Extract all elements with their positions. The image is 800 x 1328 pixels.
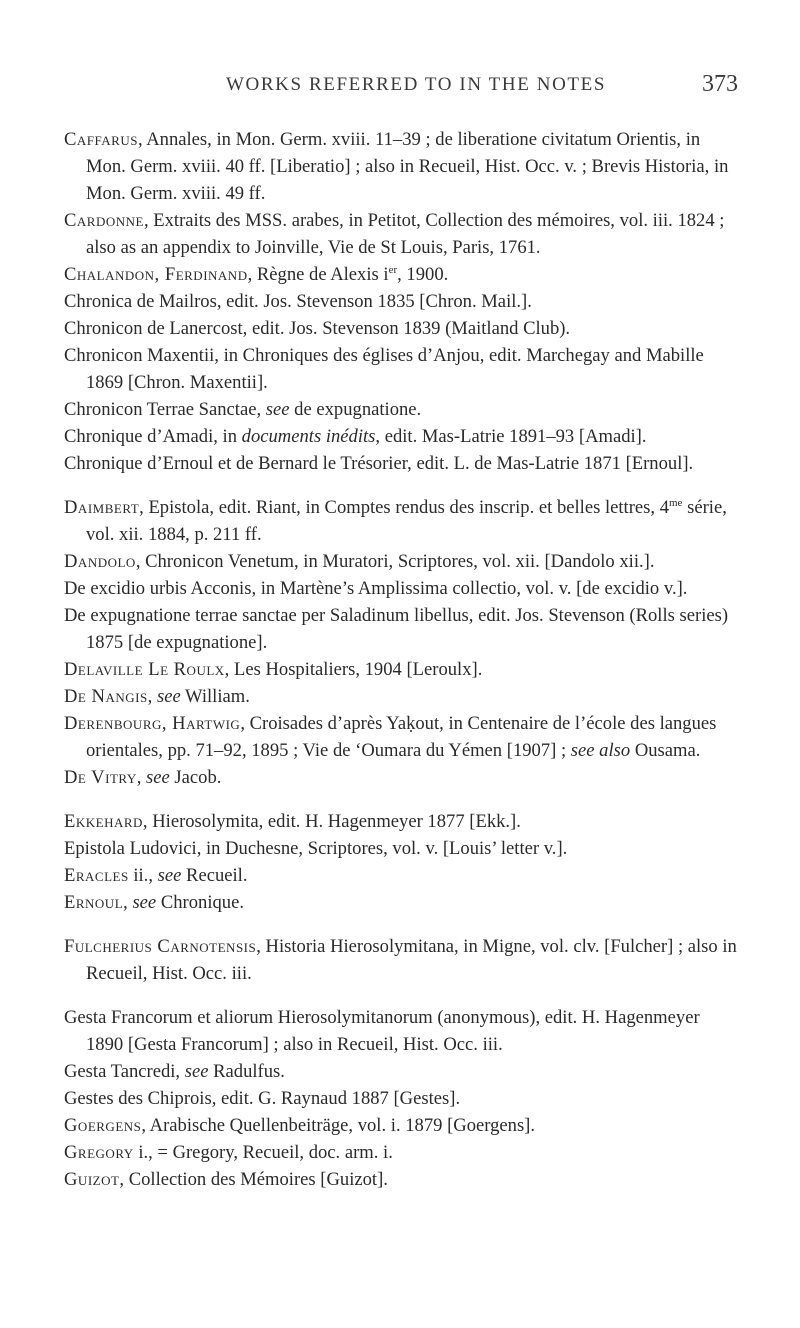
entry-text: , Règne de Alexis i bbox=[247, 264, 389, 285]
letter-group-c bbox=[64, 126, 738, 477]
entry-text: , bbox=[136, 767, 147, 788]
bib-entry-guizot bbox=[64, 1166, 738, 1193]
entry-text: , bbox=[147, 686, 157, 707]
bib-entry-ludovici bbox=[64, 835, 738, 862]
entry-text: , Chronicon Venetum, in Muratori, Scriptores, vol. xii. [Dandolo xii.]. bbox=[135, 551, 655, 572]
bib-entry-ernoul-chronique bbox=[64, 450, 738, 477]
entry-text: Chronique d’Ernoul et de Bernard le Trésorier, edit. L. de Mas-Latrie 1871 [Ernoul]. bbox=[64, 453, 694, 474]
entry-text: Epistola Ludovici, in Duchesne, Scriptores, vol. v. [Louis’ letter v.]. bbox=[64, 838, 568, 859]
letter-group-f bbox=[64, 933, 738, 987]
entry-text: Jacob. bbox=[169, 767, 222, 788]
bib-entry-fulcherius bbox=[64, 933, 738, 987]
entry-author: Caffarus bbox=[64, 129, 138, 150]
bib-entry-gesta-tancredi bbox=[64, 1058, 738, 1085]
entry-text: , Les Hospitaliers, 1904 [Leroulx]. bbox=[224, 659, 483, 680]
entry-author: Dandolo bbox=[64, 551, 136, 572]
bib-entry-chalandon bbox=[64, 261, 738, 288]
entry-text: de expugnatione. bbox=[289, 399, 422, 420]
entry-author: De Vitry bbox=[64, 767, 137, 788]
entry-author: Cardonne bbox=[64, 210, 144, 231]
entry-text: Recueil. bbox=[181, 865, 248, 886]
entry-text: , 1900. bbox=[397, 264, 449, 285]
bib-entry-excidio bbox=[64, 575, 738, 602]
bib-entry-cardonne bbox=[64, 207, 738, 261]
entry-text: , Extraits des MSS. arabes, in Petitot, Collection des mémoires, vol. iii. 1824 ; also as an appendix to Joinville, Vie de St Louis, Paris, 1761. bbox=[86, 210, 725, 258]
entry-text: Radulfus. bbox=[208, 1061, 285, 1082]
bibliography-list bbox=[64, 126, 738, 1210]
see-reference: see bbox=[146, 767, 170, 788]
entry-text: Chronicon Maxentii, in Chroniques des églises d’Anjou, edit. Marchegay and Mabille 1869 [Chron. Maxentii]. bbox=[64, 345, 704, 393]
entry-text: Ousama. bbox=[630, 740, 701, 761]
entry-text: Gesta Tancredi, bbox=[64, 1061, 185, 1082]
bib-entry-caffarus bbox=[64, 126, 738, 207]
bib-entry-maxentii bbox=[64, 342, 738, 396]
bib-entry-terrae-sanctae bbox=[64, 396, 738, 423]
bib-entry-expugnatione bbox=[64, 602, 738, 656]
entry-text: , Croisades d’après Yaḳout, in Centenaire de l’école des langues orientales, pp. 71–92, 1895 ; Vie de ‘Oumara du Yémen [1907] ; bbox=[86, 713, 717, 761]
entry-text: , Arabische Quellenbeiträge, vol. i. 1879 [Goergens]. bbox=[141, 1115, 536, 1136]
entry-author: Derenbourg, Hartwig bbox=[64, 713, 241, 734]
entry-author: Chalandon, Ferdinand bbox=[64, 264, 248, 285]
page-header bbox=[0, 71, 800, 114]
letter-group-e bbox=[64, 808, 738, 916]
bib-entry-gesta-francorum bbox=[64, 1004, 738, 1058]
bib-entry-gestes bbox=[64, 1085, 738, 1112]
bib-entry-nangis bbox=[64, 683, 738, 710]
running-head: WORKS REFERRED TO IN THE NOTES bbox=[226, 74, 606, 95]
bib-entry-goergens bbox=[64, 1112, 738, 1139]
entry-author: Goergens bbox=[64, 1115, 142, 1136]
bib-entry-gregory bbox=[64, 1139, 738, 1166]
entry-text: Chronique. bbox=[156, 892, 244, 913]
entry-text: i., = Gregory, Recueil, doc. arm. i. bbox=[133, 1142, 393, 1163]
entry-text: Chronicon de Lanercost, edit. Jos. Stevenson 1839 (Maitland Club). bbox=[64, 318, 571, 339]
entry-superscript: me bbox=[669, 496, 683, 509]
bib-entry-daimbert bbox=[64, 494, 738, 548]
entry-text: série, vol. xii. 1884, p. 211 ff. bbox=[86, 497, 727, 545]
entry-text: , bbox=[123, 892, 133, 913]
entry-text: William. bbox=[180, 686, 250, 707]
see-reference: see bbox=[156, 686, 181, 707]
entry-author: Daimbert bbox=[64, 497, 140, 518]
entry-text: Chronicon Terrae Sanctae, bbox=[64, 399, 266, 420]
entry-text: Gesta Francorum et aliorum Hierosolymitanorum (anonymous), edit. H. Hagenmeyer 1890 [Gesta Francorum] ; also in Recueil, Hist. Occ. iii. bbox=[64, 1007, 700, 1055]
entry-text: ii., bbox=[128, 865, 158, 886]
bib-entry-lanercost bbox=[64, 315, 738, 342]
italic-title: documents inédits bbox=[241, 426, 376, 447]
entry-superscript: er bbox=[388, 263, 398, 276]
page-number: 373 bbox=[702, 71, 738, 97]
entry-text: Chronique d’Amadi, in bbox=[64, 426, 242, 447]
entry-text: , Historia Hierosolymitana, in Migne, vol. clv. [Fulcher] ; also in Recueil, Hist. Occ. iii. bbox=[86, 936, 737, 984]
bib-entry-derenbourg bbox=[64, 710, 738, 764]
entry-text: , edit. Mas-Latrie 1891–93 [Amadi]. bbox=[375, 426, 647, 447]
bib-entry-vitry bbox=[64, 764, 738, 791]
entry-text: , Annales, in Mon. Germ. xviii. 11–39 ; de liberatione civitatum Orientis, in Mon. Germ. xviii. 40 ff. [Liberatio] ; also in Recueil, Hist. Occ. v. ; Brevis Historia, in Mon. Germ. xviii. 49 ff. bbox=[86, 129, 729, 204]
entry-author: Fulcherius Carnotensis bbox=[64, 936, 257, 957]
bib-entry-ekkehard bbox=[64, 808, 738, 835]
see-reference: see bbox=[132, 892, 157, 913]
bib-entry-eracles bbox=[64, 862, 738, 889]
entry-author: Delaville Le Roulx bbox=[64, 659, 225, 680]
bib-entry-amadi bbox=[64, 423, 738, 450]
entry-text: De excidio urbis Acconis, in Martène’s Amplissima collectio, vol. v. [de excidio v.]. bbox=[64, 578, 688, 599]
see-reference: see bbox=[265, 399, 290, 420]
entry-author: De Nangis bbox=[64, 686, 148, 707]
bib-entry-delaville bbox=[64, 656, 738, 683]
entry-author: Gregory bbox=[64, 1142, 134, 1163]
bib-entry-mailros bbox=[64, 288, 738, 315]
entry-author: Eracles bbox=[64, 865, 129, 886]
entry-author: Ekkehard bbox=[64, 811, 143, 832]
see-also-reference: see also bbox=[570, 740, 631, 761]
see-reference: see bbox=[157, 865, 182, 886]
entry-author: Guizot bbox=[64, 1169, 120, 1190]
see-reference: see bbox=[184, 1061, 209, 1082]
entry-text: , Collection des Mémoires [Guizot]. bbox=[119, 1169, 388, 1190]
bib-entry-ernoul bbox=[64, 889, 738, 916]
bib-entry-dandolo bbox=[64, 548, 738, 575]
entry-author: Ernoul bbox=[64, 892, 124, 913]
letter-group-d bbox=[64, 494, 738, 791]
entry-text: , Hierosolymita, edit. H. Hagenmeyer 1877 [Ekk.]. bbox=[142, 811, 521, 832]
entry-text: Chronica de Mailros, edit. Jos. Stevenson 1835 [Chron. Mail.]. bbox=[64, 291, 532, 312]
entry-text: De expugnatione terrae sanctae per Saladinum libellus, edit. Jos. Stevenson (Rolls series) 1875 [de expugnatione]. bbox=[64, 605, 729, 653]
letter-group-g bbox=[64, 1004, 738, 1193]
entry-text: , Epistola, edit. Riant, in Comptes rendus des inscrip. et belles lettres, 4 bbox=[139, 497, 669, 518]
entry-text: Gestes des Chiprois, edit. G. Raynaud 1887 [Gestes]. bbox=[64, 1088, 461, 1109]
